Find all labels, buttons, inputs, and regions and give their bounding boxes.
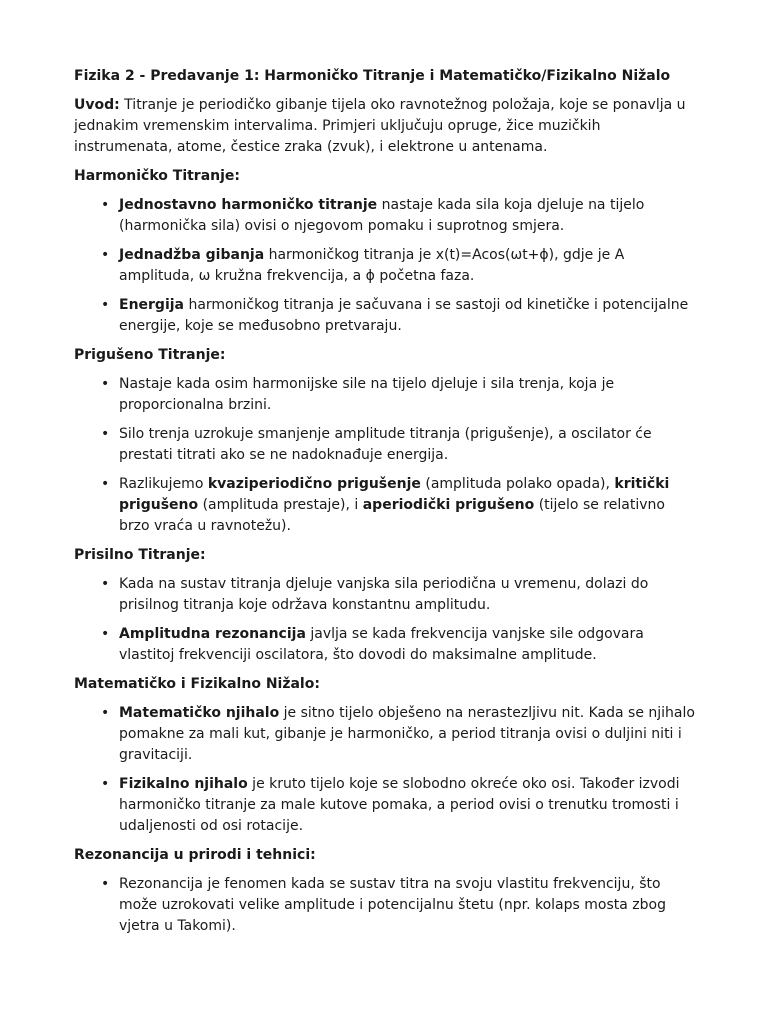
list-item xyxy=(119,574,698,616)
bold-term: Jednostavno harmoničko titranje xyxy=(119,197,378,213)
bullet-list xyxy=(74,195,698,337)
section-heading: Harmoničko Titranje: xyxy=(74,168,241,184)
list-item xyxy=(119,474,698,537)
bold-term: Energija xyxy=(119,297,184,313)
list-item xyxy=(119,424,698,466)
item-text: javlja se kada frekvencija vanjske sile odgovara vlastitoj frekvenciji oscilatora, što dovodi do maksimalne amplitude. xyxy=(119,626,644,663)
document-title: Fizika 2 - Predavanje 1: Harmoničko Titranje i Matematičko/Fizikalno Nižalo xyxy=(74,68,671,84)
bold-term: aperiodički prigušeno xyxy=(362,497,535,513)
item-text: Nastaje kada osim harmonijske sile na tijelo djeluje i sila trenja, koja je proporcionalna brzini. xyxy=(119,376,615,413)
bullet-list xyxy=(74,374,698,537)
item-text: Kada na sustav titranja djeluje vanjska sila periodična u vremenu, dolazi do prisilnog titranja koje održava konstantnu amplitudu. xyxy=(119,576,649,613)
bold-term: Amplitudna rezonancija xyxy=(119,626,306,642)
item-text: je kruto tijelo koje se slobodno okreće oko osi. Također izvodi harmoničko titranje za male kutove pomaka, a period ovisi o trenutku tromosti i udaljenosti od osi rotacije. xyxy=(119,776,680,834)
item-text: nastaje kada sila koja djeluje na tijelo (harmonička sila) ovisi o njegovom pomaku i suprotnog smjera. xyxy=(119,197,645,234)
list-item xyxy=(119,703,698,766)
bold-term: Jednadžba gibanja xyxy=(119,247,265,263)
bullet-list xyxy=(74,874,698,937)
item-text: harmoničkog titranja je x(t)=Acos(ωt+ϕ), gdje je A amplituda, ω kružna frekvencija, a ϕ početna faza. xyxy=(119,247,625,284)
item-text: (tijelo se relativno brzo vraća u ravnotežu). xyxy=(119,497,665,534)
item-text: je sitno tijelo obješeno na nerastezljivu nit. Kada se njihalo pomakne za mali kut, gibanje je harmoničko, a period titranja ovisi o duljini niti i gravitaciji. xyxy=(119,705,695,763)
item-text: (amplituda prestaje), i xyxy=(198,497,363,513)
document-sections xyxy=(74,166,698,937)
list-item xyxy=(119,195,698,237)
list-item xyxy=(119,374,698,416)
list-item xyxy=(119,295,698,337)
section-heading: Prisilno Titranje: xyxy=(74,547,206,563)
list-item xyxy=(119,774,698,837)
list-item xyxy=(119,874,698,937)
bold-term: Matematičko njihalo xyxy=(119,705,280,721)
intro-label: Uvod: xyxy=(74,97,120,113)
list-item xyxy=(119,624,698,666)
bullet-list xyxy=(74,574,698,666)
bold-term: kvaziperiodično prigušenje xyxy=(207,476,421,492)
list-item xyxy=(119,245,698,287)
section-heading: Matematičko i Fizikalno Nižalo: xyxy=(74,676,320,692)
item-text: Silo trenja uzrokuje smanjenje amplitude titranja (prigušenje), a oscilator će prestati titrati ako se ne nadoknađuje energija. xyxy=(119,426,652,463)
item-text: Razlikujemo xyxy=(119,476,208,492)
intro-text: Titranje je periodičko gibanje tijela oko ravnotežnog položaja, koje se ponavlja u jednakim vremenskim intervalima. Primjeri uključuju opruge, žice muzičkih instrumenata, atome, čestice zraka (zvuk), i elektrone u antenama. xyxy=(74,97,686,155)
section-heading: Prigušeno Titranje: xyxy=(74,347,226,363)
bold-term: kritički prigušeno xyxy=(119,476,670,513)
intro-paragraph xyxy=(74,95,698,158)
bold-term: Fizikalno njihalo xyxy=(119,776,248,792)
section-heading: Rezonancija u prirodi i tehnici: xyxy=(74,847,316,863)
bullet-list xyxy=(74,703,698,837)
item-text: Rezonancija je fenomen kada se sustav titra na svoju vlastitu frekvenciju, što može uzrokovati velike amplitude i potencijalnu štetu (npr. kolaps mosta zbog vjetra u Takomi). xyxy=(119,876,666,934)
item-text: (amplituda polako opada), xyxy=(420,476,615,492)
item-text: harmoničkog titranja je sačuvana i se sastoji od kinetičke i potencijalne energije, koje se međusobno pretvaraju. xyxy=(119,297,689,334)
